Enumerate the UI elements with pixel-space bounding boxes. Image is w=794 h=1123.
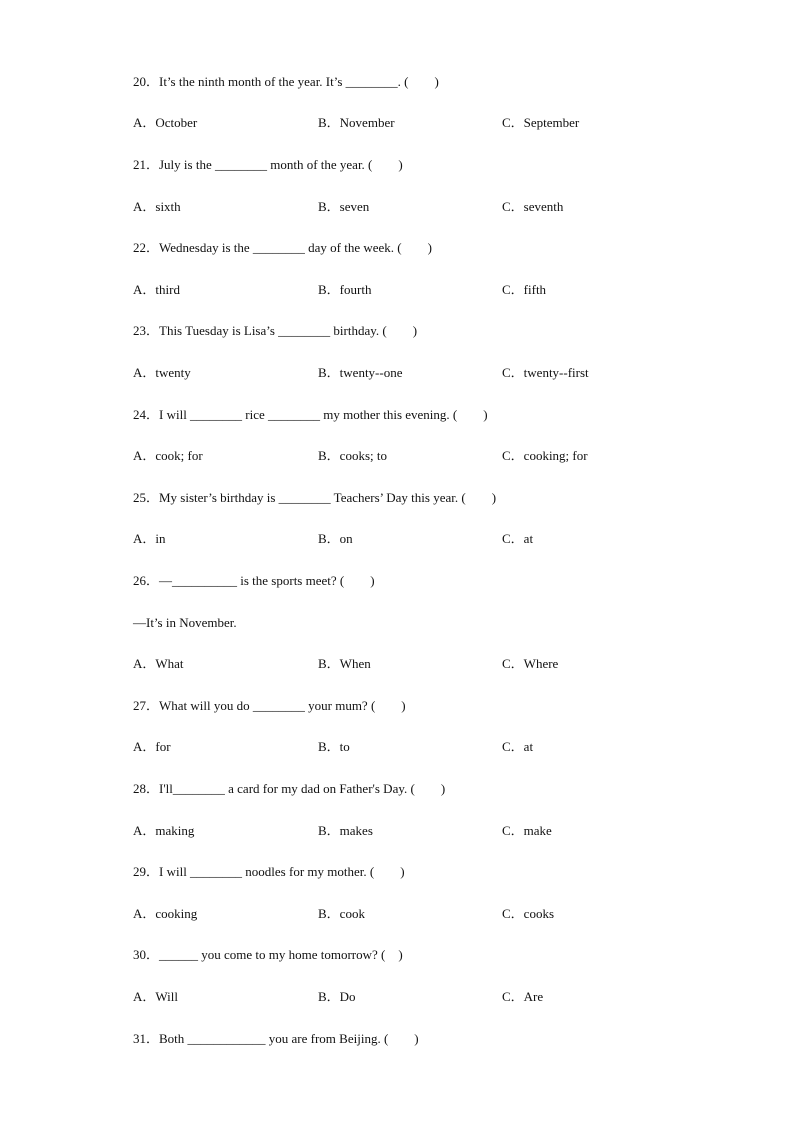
question-22-option-c: C．fifth [502,282,547,297]
question-22-stem: 22．Wednesday is the ________ day of the week. ( ) [133,240,432,255]
question-27-option-c: C．at [502,739,534,754]
question-23-option-a: A．twenty [133,365,191,380]
question-30-option-b: B．Do [318,989,356,1004]
question-21-option-b: B．seven [318,199,370,214]
question-22-option-a: A．third [133,282,180,297]
question-24-stem: 24．I will ________ rice ________ my mother this evening. ( ) [133,407,488,422]
question-24-option-b: B．cooks; to [318,448,387,463]
question-26-option-b: B．When [318,656,371,671]
question-28-option-a: A．making [133,823,195,838]
question-26-option-c: C．Where [502,656,559,671]
question-22-option-b: B．fourth [318,282,372,297]
question-25-option-b: B．on [318,531,353,546]
question-25-stem: 25．My sister’s birthday is ________ Teachers’ Day this year. ( ) [133,490,497,505]
question-20-option-c: C．September [502,115,580,130]
question-30-stem: 30．______ you come to my home tomorrow? ( ) [133,947,403,962]
question-23-option-b: B．twenty--one [318,365,403,380]
question-27-option-b: B．to [318,739,350,754]
question-29-option-c: C．cooks [502,906,555,921]
question-26-answer-line: —It’s in November. [133,615,237,630]
question-23-option-c: C．twenty--first [502,365,589,380]
question-31-stem: 31．Both ____________ you are from Beijing. ( ) [133,1031,419,1046]
question-21-stem: 21．July is the ________ month of the year. ( ) [133,157,403,172]
question-21-option-a: A．sixth [133,199,181,214]
question-28-stem: 28．I'll________ a card for my dad on Father's Day. ( ) [133,781,446,796]
question-28-option-c: C．make [502,823,552,838]
question-20-option-a: A．October [133,115,198,130]
question-30-option-a: A．Will [133,989,178,1004]
question-27-stem: 27．What will you do ________ your mum? ( ) [133,698,406,713]
question-29-option-b: B．cook [318,906,365,921]
question-23-stem: 23．This Tuesday is Lisa’s ________ birthday. ( ) [133,323,418,338]
question-30-option-c: C．Are [502,989,544,1004]
question-20-stem: 20．It’s the ninth month of the year. It’s ________. ( ) [133,74,439,89]
question-29-option-a: A．cooking [133,906,198,921]
question-25-option-c: C．at [502,531,534,546]
question-27-option-a: A．for [133,739,171,754]
question-25-option-a: A．in [133,531,166,546]
question-26-option-a: A．What [133,656,184,671]
question-24-option-a: A．cook; for [133,448,203,463]
question-21-option-c: C．seventh [502,199,564,214]
question-29-stem: 29．I will ________ noodles for my mother. ( ) [133,864,405,879]
question-24-option-c: C．cooking; for [502,448,588,463]
question-26-stem: 26．—__________ is the sports meet? ( ) [133,573,375,588]
question-28-option-b: B．makes [318,823,373,838]
question-20-option-b: B．November [318,115,395,130]
